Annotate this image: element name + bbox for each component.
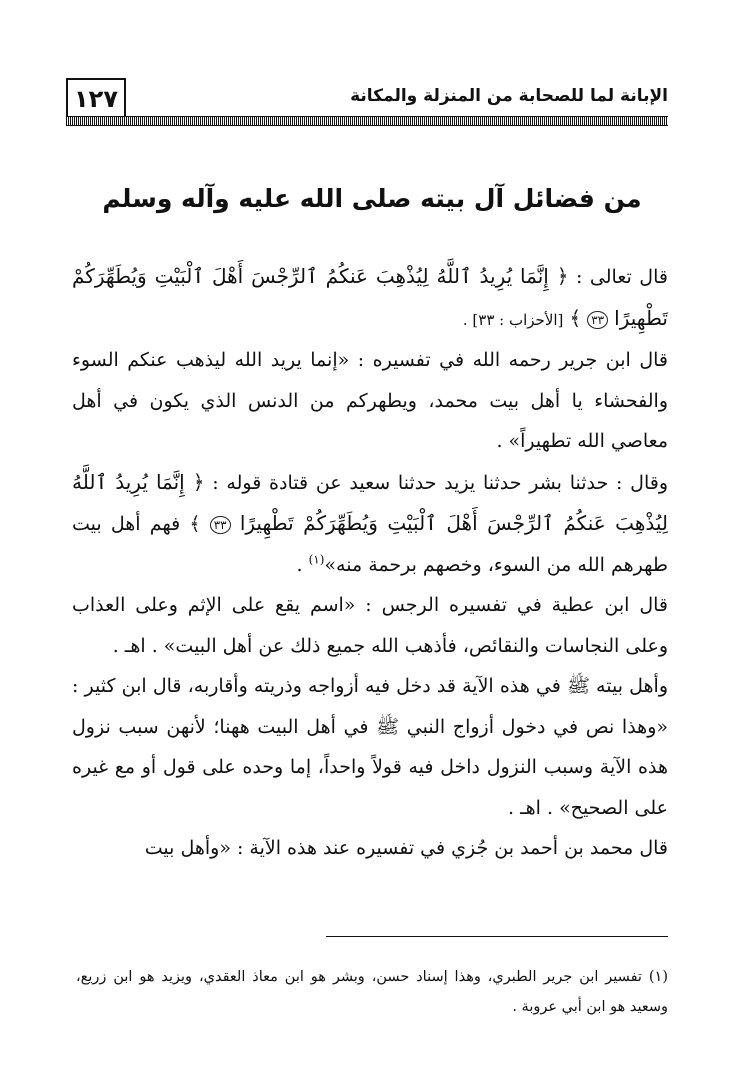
- paragraph-continuation: ﴾ فهم أهل بيت طهرهم الله من السوء، وخصهم برحمة منه»: [72, 513, 668, 576]
- footnotes: [76, 962, 668, 1022]
- quran-close-bracket: ﴾: [569, 305, 582, 330]
- ayah-number-ornament: ٣٣: [210, 516, 231, 534]
- chapter-title: من فضائل آل بيته صلى الله عليه وآله وسلم: [102, 184, 642, 213]
- paragraph: وأهل بيته ﷺ في هذه الآية قد دخل فيه أزواجه وذريته وأقاربه، قال ابن كثير : «وهذا نص في دخول أزواج النبي ﷺ في أهل البيت ههنا؛ لأنهن سبب نزول هذه الآية وسبب النزول داخل فيه قولاً واحداً، إما وحده على قول أو مع غيره على الصحيح» . اهـ .: [72, 675, 668, 819]
- paragraph-intro: قال تعالى :: [575, 266, 668, 288]
- ayah-number-ornament: ٣٣: [587, 311, 608, 329]
- footnote-item: (١) تفسير ابن جرير الطبري، وهذا إسناد حسن، وبشر هو ابن معاذ العقدي، ويزيد هو ابن زريع، وسعيد هو ابن أبي عروبة .: [76, 969, 668, 1015]
- paragraph: قال ابن عطية في تفسيره الرجس : «اسم يقع على الإثم وعلى العذاب وعلى النجاسات والنقائص، فأذهب الله جميع ذلك عن أهل البيت» . اهـ .: [72, 594, 668, 657]
- paragraph: وقال : حدثنا بشر حدثنا يزيد حدثنا سعيد عن قتادة قوله : ﴿ إِنَّمَا يُرِيدُ ٱللَّهُ لِيُذْهِبَ عَنكُمُ ٱلرِّجْسَ أَهْلَ ٱلْبَيْتِ وَيُطَهِّرَكُمْ تَطْهِيرًا ٣٣ ﴾ فهم أهل بيت طهرهم الله من السوء، وخصهم برحمة منه»$^{(١)}$ .: [72, 469, 668, 576]
- quran-verse: ﴿ إِنَّمَا يُرِيدُ ٱللَّهُ لِيُذْهِبَ عَنكُمُ ٱلرِّجْسَ أَهْلَ ٱلْبَيْتِ وَيُطَهِّرَكُمْ تَطْهِيرًا: [72, 469, 668, 535]
- header-rule: [66, 116, 668, 126]
- quran-verse: ﴿ إِنَّمَا يُرِيدُ ٱللَّهُ لِيُذْهِبَ عَنكُمُ ٱلرِّجْسَ أَهْلَ ٱلْبَيْتِ وَيُطَهِّرَكُمْ تَطْهِيرًا: [72, 264, 668, 330]
- main-text: [72, 256, 668, 869]
- paragraph-intro: وقال : حدثنا بشر حدثنا يزيد حدثنا سعيد عن قتادة قوله :: [212, 471, 668, 494]
- page-number: ١٢٧: [66, 78, 126, 118]
- paragraph: قال ابن جرير رحمه الله في تفسيره : «إنما يريد الله ليذهب عنكم السوء والفحشاء يا أهل بيت محمد، ويطهركم من الدنس الذي يكون في أهل معاصي الله تطهيراً» .: [72, 349, 668, 452]
- paragraph: قال محمد بن أحمد بن جُزي في تفسيره عند هذه الآية : «وأهل بيت: [144, 837, 668, 859]
- footnote-marker: (١): [308, 552, 325, 567]
- paragraph: [72, 256, 668, 340]
- footnote-separator: [326, 936, 668, 937]
- verse-reference: [الأحزاب : ٣٣] .: [462, 310, 564, 329]
- running-header-title: الإبانة لما للصحابة من المنزلة والمكانة: [350, 86, 668, 106]
